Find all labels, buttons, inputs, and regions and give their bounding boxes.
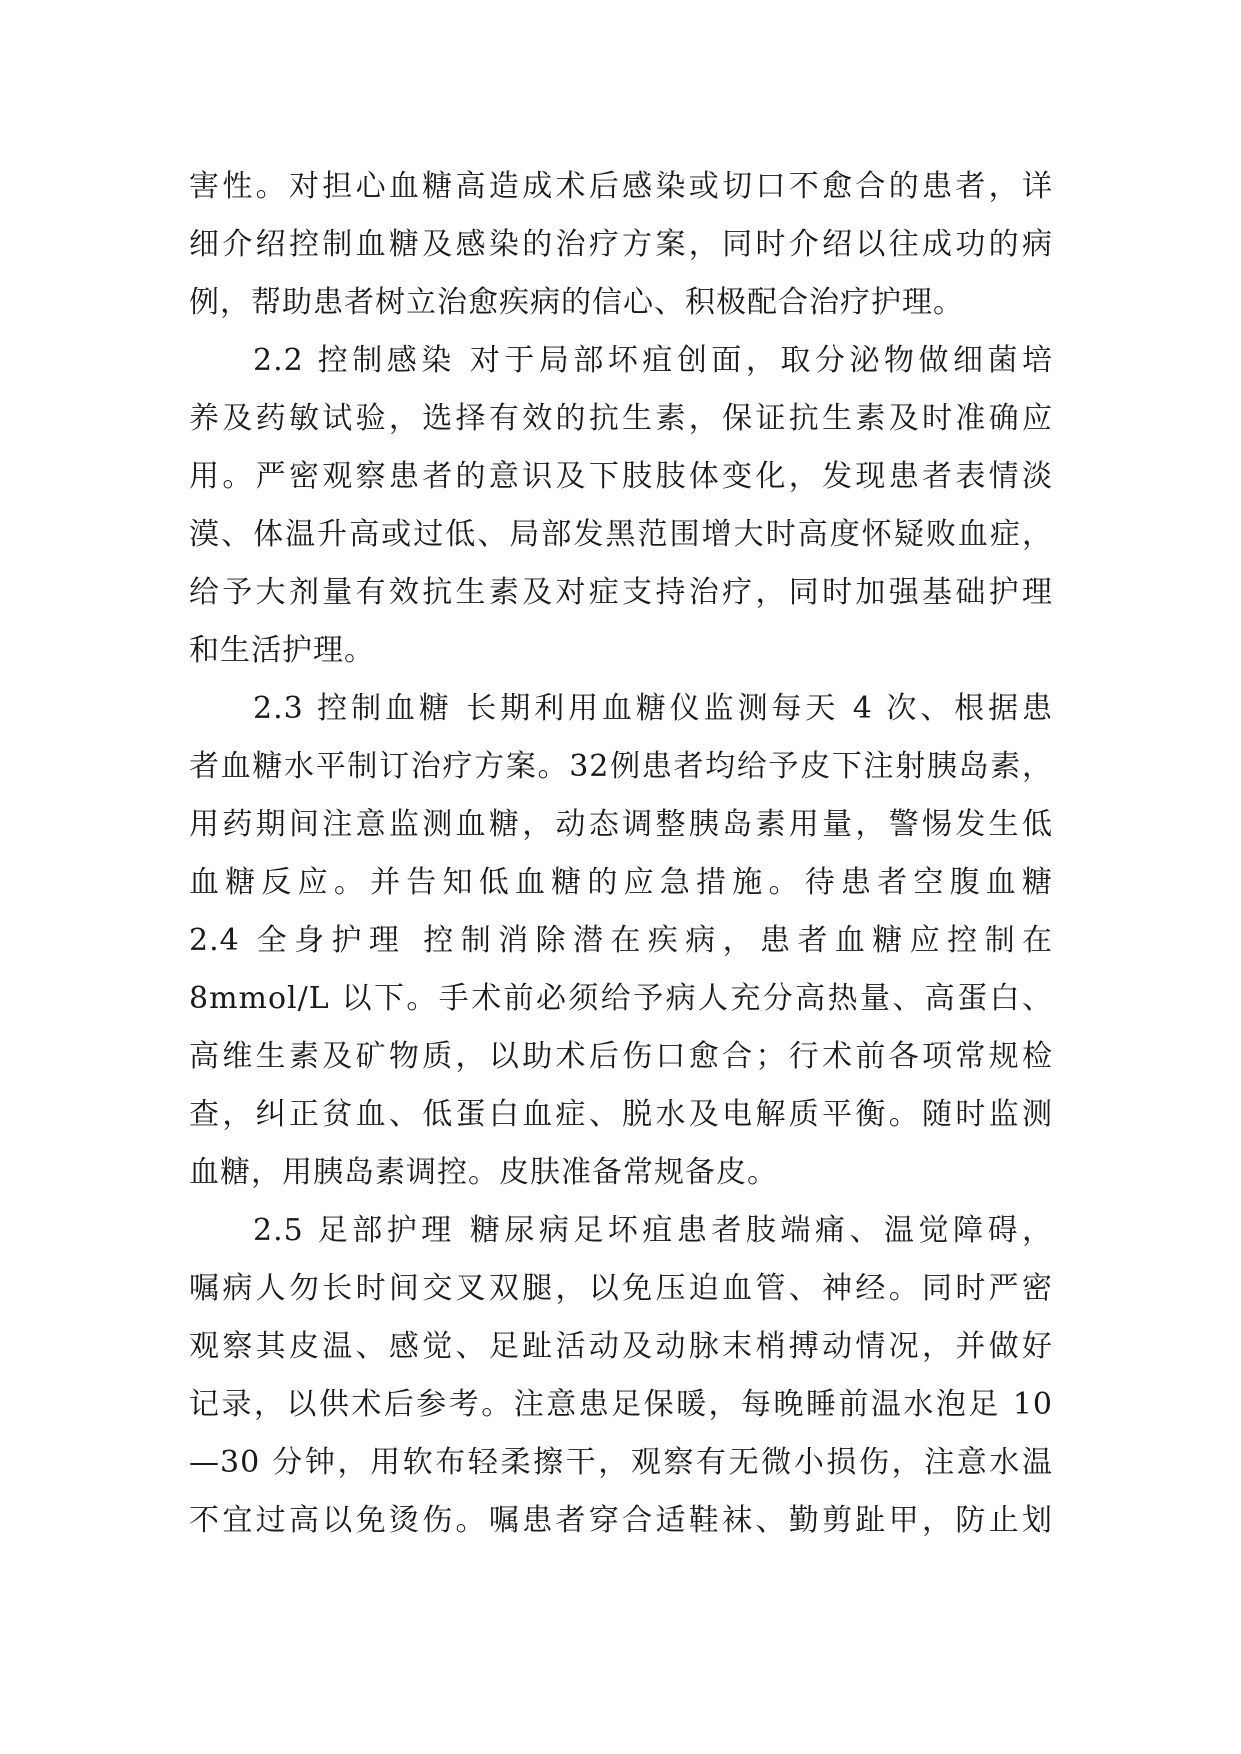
text-line-20: 嘱病人勿长时间交叉双腿，以免压迫血管、神经。同时严密: [189, 1271, 1053, 1306]
text-line-5: 养及药敏试验，选择有效的抗生素，保证抗生素及时准确应: [189, 401, 1053, 436]
text-line-8: 给予大剂量有效抗生素及对症支持治疗，同时加强基础护理: [189, 575, 1053, 610]
text-line-15: 8mmol/L 以下。手术前必须给予病人充分高热量、高蛋白、: [189, 981, 1053, 1016]
text-line-14: 2.4 全身护理 控制消除潜在疾病，患者血糖应控制在: [189, 923, 1053, 958]
document-body: [189, 158, 1053, 1550]
text-line-19: 2.5 足部护理 糖尿病足坏疽患者肢端痛、温觉障碍，: [253, 1213, 1053, 1248]
text-line-9: 和生活护理。: [189, 633, 375, 668]
text-line-24: 不宜过高以免烫伤。嘱患者穿合适鞋袜、勤剪趾甲，防止划: [189, 1503, 1053, 1538]
text-line-16: 高维生素及矿物质，以助术后伤口愈合；行术前各项常规检: [189, 1039, 1053, 1074]
text-line-17: 查，纠正贫血、低蛋白血症、脱水及电解质平衡。随时监测: [189, 1097, 1053, 1132]
text-line-22: 记录，以供术后参考。注意患足保暖，每晚睡前温水泡足 10: [189, 1387, 1053, 1422]
text-line-23: —30 分钟，用软布轻柔擦干，观察有无微小损伤，注意水温: [189, 1445, 1053, 1480]
text-line-3: 例，帮助患者树立治愈疾病的信心、积极配合治疗护理。: [189, 285, 964, 320]
text-line-13: 血糖反应。并告知低血糖的应急措施。待患者空腹血糖: [189, 865, 1053, 900]
text-line-1: 害性。对担心血糖高造成术后感染或切口不愈合的患者，详: [189, 169, 1053, 204]
text-line-18: 血糖，用胰岛素调控。皮肤准备常规备皮。: [189, 1155, 778, 1190]
text-line-7: 漠、体温升高或过低、局部发黑范围增大时高度怀疑败血症，: [189, 517, 1053, 552]
text-line-6: 用。严密观察患者的意识及下肢肢体变化，发现患者表情淡: [189, 459, 1053, 494]
text-line-10: 2.3 控制血糖 长期利用血糖仪监测每天 4 次、根据患: [253, 691, 1053, 726]
text-line-11: 者血糖水平制订治疗方案。32例患者均给予皮下注射胰岛素，: [189, 749, 1053, 784]
text-line-12: 用药期间注意监测血糖，动态调整胰岛素用量，警惕发生低: [189, 807, 1053, 842]
text-line-21: 观察其皮温、感觉、足趾活动及动脉末梢搏动情况，并做好: [189, 1329, 1053, 1364]
text-line-2: 细介绍控制血糖及感染的治疗方案，同时介绍以往成功的病: [189, 227, 1053, 262]
text-line-4: 2.2 控制感染 对于局部坏疽创面，取分泌物做细菌培: [253, 343, 1053, 378]
